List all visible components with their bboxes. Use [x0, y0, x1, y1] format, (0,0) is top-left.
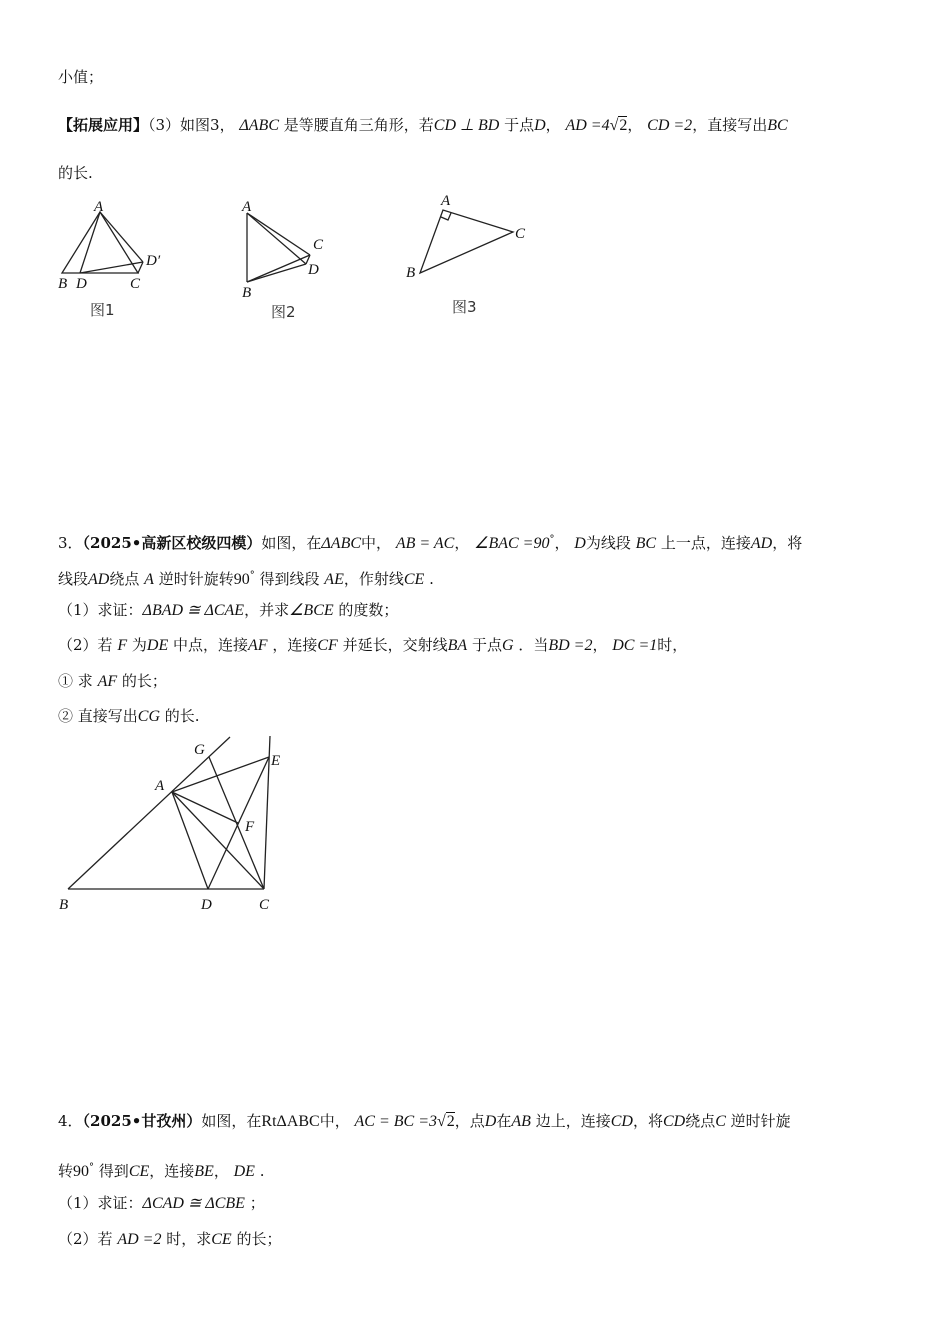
- figure-1-lines: [62, 212, 143, 273]
- figure-2-lines: [247, 213, 310, 282]
- fig1-label-d: D: [76, 276, 87, 292]
- fig2-label-c: C: [313, 237, 324, 253]
- fig2-label-b: B: [242, 285, 252, 301]
- fig3-label-c: C: [515, 226, 526, 242]
- fig1-ad-prime: [100, 212, 143, 262]
- q4-line-1: 4．（2025•甘孜州）如图，在RtΔABC中， AC = BC =3√2，点D在AB 边上，连接CD，将CD绕点C 逆时针旋: [58, 1112, 791, 1130]
- extension-question: 【拓展应用】（3）如图3， ΔABC 是等腰直角三角形，若CD ⊥ BD 于点D， AD =4√2， CD =2，直接写出BC: [58, 116, 788, 134]
- fig2-caption: 图2: [271, 303, 296, 321]
- q3-part-2: （2）若 F 为DE 中点，连接AF ，连接CF 并延长，交射线BA 于点G ．当BD =2， DC =1时，: [58, 636, 688, 654]
- q3-label-a: A: [155, 778, 165, 794]
- q3-number: 3．: [58, 534, 83, 552]
- fig1-dd-prime: [80, 262, 143, 273]
- figure-q3-lines: [68, 736, 270, 889]
- fig3-label-b: B: [406, 265, 416, 281]
- text-line: 小值；: [58, 68, 104, 86]
- fig3-right-angle-mark: [441, 213, 451, 220]
- fig1-caption: 图1: [90, 301, 115, 319]
- fig3-caption: 图3: [452, 298, 477, 316]
- fig3-label-a: A: [441, 193, 451, 209]
- fig1-label-c: C: [130, 276, 141, 292]
- q3-label-e: E: [271, 753, 281, 769]
- fig2-label-a: A: [242, 199, 252, 215]
- text-line: 的长.: [58, 164, 93, 182]
- q3-line-2: 线段AD绕点 A 逆时针旋转90° 得到线段 AE，作射线CE .: [58, 570, 434, 588]
- q3-ray-ba: [68, 737, 230, 889]
- section-tag: 【拓展应用】: [58, 116, 149, 134]
- q3-line-1: 3．（2025•高新区校级四模）如图，在ΔABC中， AB = AC， ∠BAC =90°， D为线段 BC 上一点，连接AD，将: [58, 534, 803, 552]
- fig1-ad: [80, 212, 100, 273]
- q3-ae: [172, 757, 269, 792]
- q4-line-2: 转90° 得到CE，连接BE， DE .: [58, 1162, 265, 1180]
- q3-part-1: （1）求证：ΔBAD ≅ ΔCAE，并求∠BCE 的度数；: [58, 601, 399, 619]
- q3-label-c: C: [259, 897, 270, 913]
- q3-label-f: F: [245, 819, 255, 835]
- fig1-label-a: A: [94, 199, 104, 215]
- q4-part-2: （2）若 AD =2 时，求CE 的长；: [58, 1230, 282, 1248]
- q3-sub-2: ② 直接写出CG 的长.: [58, 707, 200, 725]
- q3-label-b: B: [59, 897, 69, 913]
- q3-ac: [172, 792, 264, 889]
- q3-source: （2025•高新区校级四模）: [82, 534, 262, 552]
- fig1-cd-prime: [138, 262, 143, 273]
- fig2-label-d: D: [308, 262, 319, 278]
- fig1-label-d-prime: D′: [146, 253, 161, 269]
- q3-label-g: G: [194, 742, 205, 758]
- q4-source: （2025•甘孜州）: [82, 1112, 202, 1130]
- q3-label-d: D: [201, 897, 212, 913]
- figure-3-lines: [420, 210, 513, 273]
- q3-sub-1: ① 求 AF 的长；: [58, 672, 167, 690]
- q4-part-1: （1）求证：ΔCAD ≅ ΔCBE ；: [58, 1194, 265, 1212]
- q4-number: 4．: [58, 1112, 83, 1130]
- fig1-label-b: B: [58, 276, 68, 292]
